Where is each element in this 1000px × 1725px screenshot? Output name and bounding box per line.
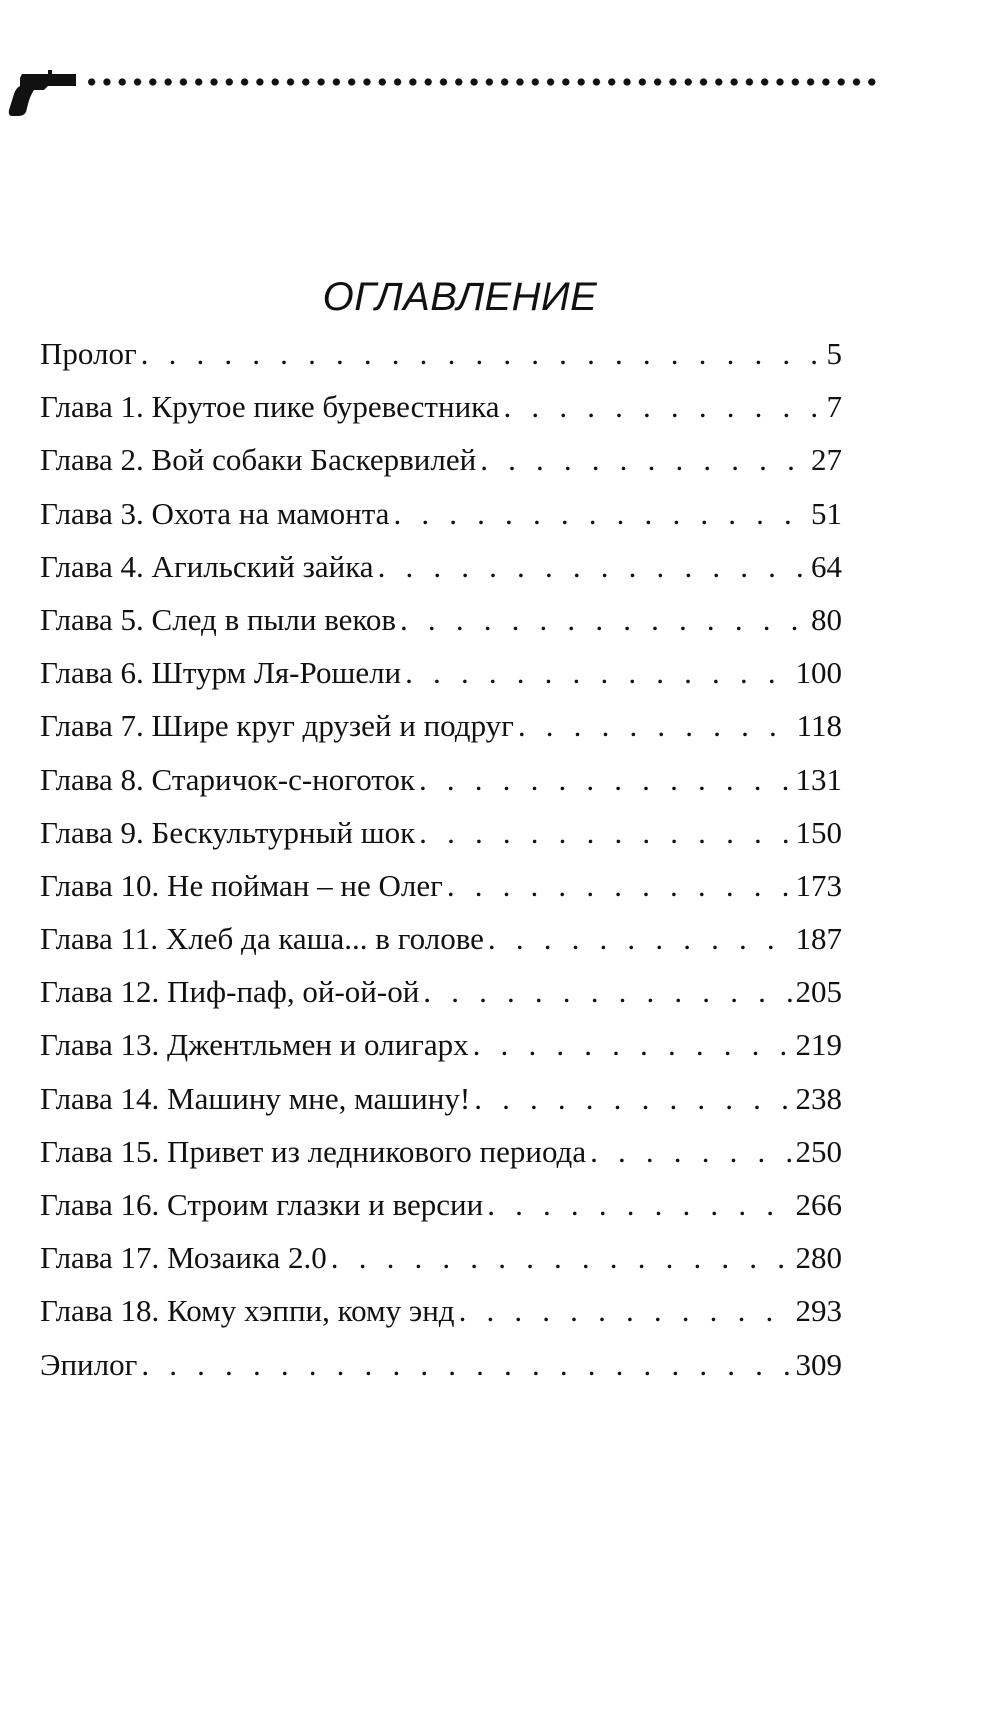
dot-leader <box>423 972 791 1012</box>
toc-page-number: 27 <box>811 442 842 478</box>
dot-leader <box>488 919 792 959</box>
toc-page-number: 100 <box>795 655 842 691</box>
toc-entry <box>40 1079 842 1132</box>
toc-page-number: 118 <box>796 708 842 744</box>
dot-leader <box>393 494 807 534</box>
dot-leader <box>590 1132 791 1172</box>
toc-page-number: 7 <box>826 389 842 425</box>
toc-page-number: 250 <box>795 1133 842 1169</box>
toc-entry <box>40 653 842 706</box>
toc-page-number: 266 <box>795 1187 842 1222</box>
dot-leader <box>331 1238 792 1278</box>
dot-leader <box>504 387 823 427</box>
toc-entry-title: Глава 15. Привет из ледникового периода <box>40 1133 587 1169</box>
toc-entry <box>40 387 842 440</box>
toc-entry <box>40 1291 842 1344</box>
toc-entry-title: Глава 4. Агильский зайка <box>40 548 374 584</box>
toc-entry-title: Глава 12. Пиф-паф, ой-ой-ой <box>40 974 420 1010</box>
toc-page-number: 80 <box>811 601 842 637</box>
toc-page-number: 5 <box>826 336 842 371</box>
toc-entry-title: Глава 17. Мозаика 2.0 <box>40 1240 327 1276</box>
toc-page-number: 64 <box>811 548 842 584</box>
toc-list <box>40 334 842 1398</box>
dot-leader <box>378 547 807 587</box>
toc-entry <box>40 919 842 972</box>
toc-page-number: 293 <box>795 1293 842 1329</box>
toc-entry <box>40 813 842 866</box>
toc-page-number: 51 <box>811 495 842 531</box>
toc-entry-title: Глава 3. Охота на мамонта <box>40 495 390 531</box>
dot-leader <box>405 653 791 693</box>
toc-entry <box>40 494 842 547</box>
toc-entry <box>40 706 842 759</box>
dot-leader <box>487 1185 791 1225</box>
toc-entry <box>40 600 842 653</box>
toc-entry <box>40 1185 842 1238</box>
dotted-rule <box>84 76 880 88</box>
toc-entry-title: Глава 13. Джентльмен и олигарх <box>40 1027 469 1063</box>
revolver-icon <box>4 66 78 118</box>
toc-entry <box>40 866 842 919</box>
toc-entry-title: Глава 9. Бескультурный шок <box>40 814 416 850</box>
header-ornament <box>0 66 880 126</box>
toc-page-number: 131 <box>795 761 842 797</box>
toc-entry <box>40 547 842 600</box>
toc-entry <box>40 334 842 387</box>
dot-leader <box>419 760 792 800</box>
toc-page-number: 309 <box>795 1346 842 1382</box>
toc-page-number: 187 <box>795 921 842 957</box>
dot-leader <box>400 600 807 640</box>
toc-page-number: 238 <box>795 1080 842 1116</box>
dot-leader <box>141 1345 791 1385</box>
page-title: ОГЛАВЛЕНИЕ <box>322 275 598 319</box>
dot-leader <box>518 706 793 746</box>
toc-entry <box>40 1132 842 1185</box>
toc-entry-title: Глава 18. Кому хэппи, кому энд <box>40 1293 455 1329</box>
dot-leader <box>459 1291 792 1331</box>
dot-leader <box>141 334 823 374</box>
toc-entry-title: Глава 14. Машину мне, машину! <box>40 1080 471 1116</box>
toc-page-number: 205 <box>795 974 842 1010</box>
toc-page-number: 219 <box>795 1027 842 1063</box>
toc-entry <box>40 760 842 813</box>
toc-entry-title: Глава 1. Крутое пике буревестника <box>40 389 500 425</box>
toc-entry-title: Глава 7. Шире круг друзей и подруг <box>40 708 514 744</box>
dot-leader <box>419 813 791 853</box>
toc-entry-title: Глава 16. Строим глазки и версии <box>40 1187 484 1222</box>
dot-leader <box>474 1079 791 1119</box>
toc-page-number: 173 <box>795 867 842 903</box>
toc-entry <box>40 1238 842 1291</box>
toc-page-number: 150 <box>795 814 842 850</box>
toc-entry <box>40 1025 842 1078</box>
toc-entry-title: Глава 2. Вой собаки Баскервилей <box>40 442 477 478</box>
dot-leader <box>473 1025 792 1065</box>
toc-entry <box>40 1345 842 1398</box>
dot-leader <box>480 440 807 480</box>
toc-entry <box>40 440 842 493</box>
toc-entry <box>40 972 842 1025</box>
toc-entry-title: Глава 6. Штурм Ля-Рошели <box>40 655 402 691</box>
toc-entry-title: Глава 5. След в пыли веков <box>40 601 397 637</box>
dot-leader <box>447 866 792 906</box>
toc-entry-title: Глава 10. Не пойман – не Олег <box>40 867 443 903</box>
toc-entry-title: Пролог <box>40 336 137 371</box>
toc-entry-title: Глава 11. Хлеб да каша... в голове <box>40 921 484 957</box>
toc-entry-title: Эпилог <box>40 1346 138 1382</box>
toc-page-number: 280 <box>795 1240 842 1276</box>
toc-entry-title: Глава 8. Старичок-с-ноготок <box>40 761 415 797</box>
